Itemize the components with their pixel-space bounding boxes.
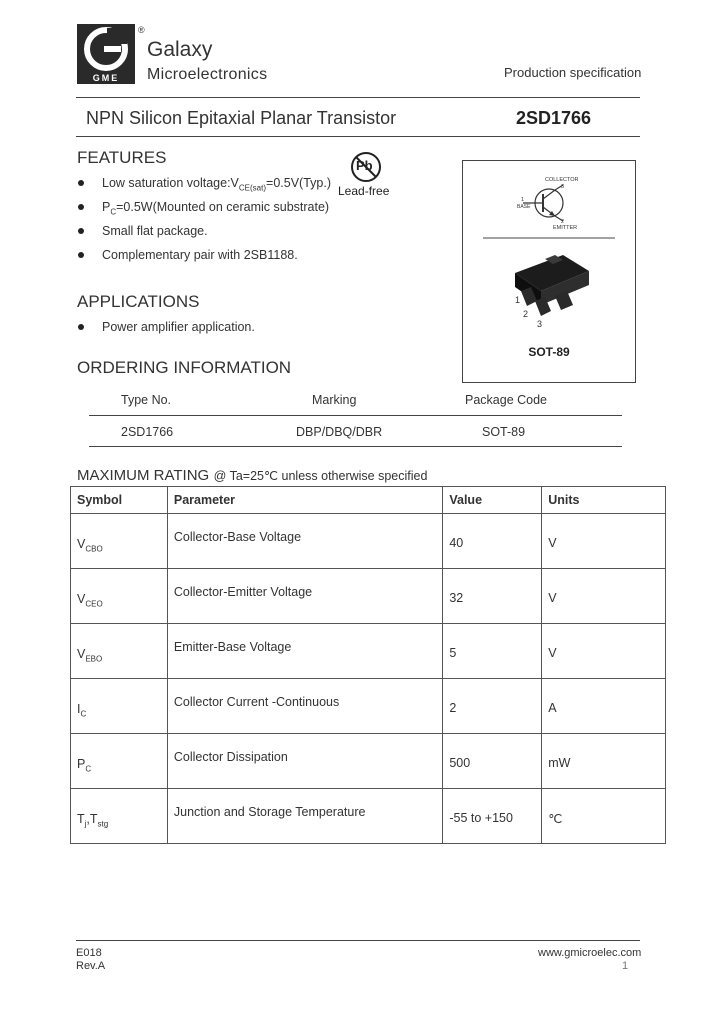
value-cell: 5 xyxy=(443,624,542,679)
table-row xyxy=(71,789,666,844)
part-number: 2SD1766 xyxy=(516,108,592,128)
bullet-icon xyxy=(78,204,84,210)
feature-subscript: C xyxy=(110,207,117,217)
table-row xyxy=(71,734,666,789)
col-symbol: Symbol xyxy=(71,487,168,514)
value-cell: 2 xyxy=(443,679,542,734)
symbol-cell xyxy=(71,514,168,569)
symbol-main: T xyxy=(77,811,85,826)
parameter-cell: Collector-Emitter Voltage xyxy=(167,569,442,624)
symbol-main-2: ,T xyxy=(86,811,98,826)
lead-free-label: Lead-free xyxy=(338,184,390,198)
feature-text: Complementary pair with 2SB1188. xyxy=(102,248,298,262)
footer-revision: Rev.A xyxy=(76,960,106,972)
symbol-main: I xyxy=(77,701,81,716)
base-label: BASE xyxy=(517,204,531,210)
title-divider xyxy=(76,136,640,137)
package-name: SOT-89 xyxy=(528,345,570,359)
pkg-pin-label: 3 xyxy=(537,319,543,329)
unit-cell: V xyxy=(542,624,666,679)
bullet-icon xyxy=(78,180,84,186)
ordering-marking-value: DBP/DBQ/DBR xyxy=(296,425,383,439)
symbol-sub: C xyxy=(80,709,87,719)
feature-item xyxy=(78,224,208,238)
ordering-col-marking: Marking xyxy=(312,393,357,407)
table-row xyxy=(71,514,666,569)
ordering-col-type: Type No. xyxy=(121,393,172,407)
parameter-cell: Collector-Base Voltage xyxy=(167,514,442,569)
col-value: Value xyxy=(443,487,542,514)
package-box xyxy=(462,160,636,383)
feature-subscript: CE(sat) xyxy=(238,183,267,193)
feature-text-tail: =0.5V(Typ.) xyxy=(266,176,331,190)
symbol-main: V xyxy=(77,536,86,551)
unit-cell: V xyxy=(542,514,666,569)
symbol-sub: EBO xyxy=(85,654,103,664)
ordering-bottom-divider xyxy=(89,446,622,447)
doc-type: Production specification xyxy=(504,65,642,80)
pkg-pin-label: 1 xyxy=(515,295,521,305)
pin-collector: 3 xyxy=(561,184,565,190)
feature-text-tail: =0.5W(Mounted on ceramic substrate) xyxy=(116,200,330,214)
col-parameter: Parameter xyxy=(167,487,442,514)
ordering-heading: ORDERING INFORMATION xyxy=(77,358,292,377)
logo-g-icon xyxy=(77,24,135,74)
bullet-icon xyxy=(78,228,84,234)
value-cell: -55 to +150 xyxy=(443,789,542,844)
collector-label: COLLECTOR xyxy=(545,177,579,183)
feature-text: P xyxy=(102,200,111,214)
value-cell: 32 xyxy=(443,569,542,624)
ordering-package-value: SOT-89 xyxy=(482,425,526,439)
unit-cell: V xyxy=(542,569,666,624)
max-rating-title xyxy=(77,467,427,485)
symbol-cell xyxy=(71,569,168,624)
table-header-row xyxy=(71,487,666,514)
symbol-sub: CEO xyxy=(85,599,103,609)
pin-emitter: 2 xyxy=(561,219,565,225)
parameter-cell: Collector Dissipation xyxy=(167,734,442,789)
pkg-pin-label: 2 xyxy=(523,309,529,319)
application-item xyxy=(78,320,255,334)
symbol-cell xyxy=(71,624,168,679)
footer-website[interactable]: www.gmicroelec.com xyxy=(538,947,642,959)
symbol-sub: CBO xyxy=(85,544,103,554)
parameter-cell: Junction and Storage Temperature xyxy=(167,789,442,844)
parameter-cell: Emitter-Base Voltage xyxy=(167,624,442,679)
max-rating-table xyxy=(70,486,666,844)
col-units: Units xyxy=(542,487,666,514)
application-text: Power amplifier application. xyxy=(102,320,255,334)
table-row xyxy=(71,569,666,624)
footer-code: E018 xyxy=(76,947,102,959)
feature-text: Low saturation voltage:V xyxy=(102,176,239,190)
ordering-divider xyxy=(89,415,622,416)
feature-text: Small flat package. xyxy=(102,224,208,238)
symbol-main: V xyxy=(77,646,86,661)
max-rating-condition: @ Ta=25℃ unless otherwise specified xyxy=(213,469,428,483)
max-rating-heading: MAXIMUM RATING xyxy=(77,467,210,484)
lead-free-badge xyxy=(338,150,396,200)
pin-base: 1 xyxy=(521,197,525,203)
feature-item xyxy=(78,176,331,193)
brand-name: Galaxy xyxy=(147,38,213,61)
page-number: 1 xyxy=(622,960,629,972)
table-row xyxy=(71,624,666,679)
bullet-icon xyxy=(78,252,84,258)
value-cell: 40 xyxy=(443,514,542,569)
unit-cell: mW xyxy=(542,734,666,789)
footer-divider xyxy=(76,940,640,941)
symbol-cell xyxy=(71,789,168,844)
applications-heading: APPLICATIONS xyxy=(77,292,200,311)
symbol-cell xyxy=(71,734,168,789)
unit-cell: A xyxy=(542,679,666,734)
symbol-main: P xyxy=(77,756,86,771)
value-cell: 500 xyxy=(443,734,542,789)
symbol-main: V xyxy=(77,591,86,606)
symbol-cell xyxy=(71,679,168,734)
bullet-icon xyxy=(78,324,84,330)
emitter-label: EMITTER xyxy=(553,225,578,231)
ordering-type-value: 2SD1766 xyxy=(121,425,174,439)
parameter-cell: Collector Current -Continuous xyxy=(167,679,442,734)
brand-subname: Microelectronics xyxy=(147,66,268,83)
header-divider xyxy=(76,97,640,98)
lead-free-symbol: Pb xyxy=(356,158,373,173)
logo-letters: GME xyxy=(92,73,120,83)
page-title: NPN Silicon Epitaxial Planar Transistor xyxy=(86,108,397,128)
features-heading: FEATURES xyxy=(77,148,167,167)
feature-item xyxy=(78,248,298,262)
registered-mark: ® xyxy=(138,25,145,35)
symbol-sub: j xyxy=(84,819,87,829)
unit-cell: ℃ xyxy=(542,789,666,844)
symbol-sub-2: stg xyxy=(97,819,109,829)
symbol-sub: C xyxy=(85,764,92,774)
ordering-col-package: Package Code xyxy=(465,393,548,407)
table-row xyxy=(71,679,666,734)
feature-item xyxy=(78,200,329,217)
